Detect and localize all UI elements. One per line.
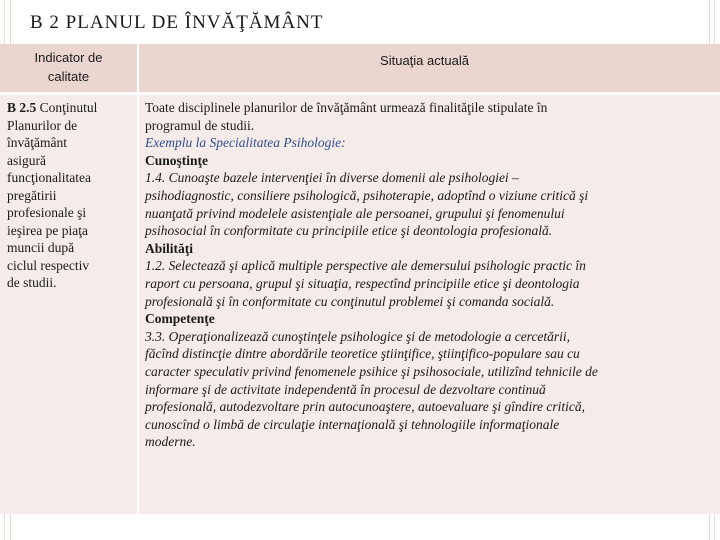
slide-title: B 2 PLANUL DE ÎNVĂŢĂMÂNT <box>30 12 324 33</box>
knowledge-line: nuanţată privind modelele asistenţiale ale persoanei, grupului şi fenomenului <box>145 205 565 221</box>
indicator-text: Conţinutul <box>36 100 98 115</box>
abilities-line: raport cu persoana, grupul şi situaţia, respectînd principiile etice şi deontologia <box>145 275 580 291</box>
abilities-heading: Abilităţi <box>145 240 194 256</box>
indicator-line: pregătirii <box>7 187 57 203</box>
indicator-line <box>7 99 135 117</box>
indicator-code: B 2.5 <box>7 100 37 115</box>
indicator-line: învăţământ <box>7 135 67 150</box>
competences-line: profesională, autodezvoltare prin autocunoaştere, autoevaluare şi gîndire critică, <box>145 399 585 415</box>
quality-table <box>0 44 720 514</box>
abilities-line: 1.2. Selectează şi aplică multiple perspective ale demersului psihologic practic în <box>145 258 586 274</box>
indicator-cell <box>7 99 135 292</box>
indicator-line: ciclul respectiv <box>7 257 90 273</box>
competences-line: moderne. <box>145 434 196 450</box>
indicator-line: ieşirea pe piaţa <box>7 222 88 238</box>
header-indicator <box>0 44 137 92</box>
knowledge-line: psihodiagnostic, consiliere psihologică, psihoterapie, adoptînd o viziune critică şi <box>145 187 589 203</box>
intro-line: programul de studii. <box>145 117 255 133</box>
competences-line: 3.3. Operaţionalizează cunoştinţele psihologice şi de metodologie a cercetării, <box>145 328 571 344</box>
table-row <box>0 95 720 514</box>
table-header-row <box>0 44 720 92</box>
competences-heading: Competenţe <box>145 311 215 327</box>
competences-line: informare şi de activitate independentă în procesul de dezvoltare continuă <box>145 381 546 397</box>
indicator-line: profesionale şi <box>7 205 87 220</box>
knowledge-heading: Cunoştinţe <box>145 152 209 168</box>
competences-line: caracter speculativ privind fenomenele psihice şi psihosociale, utilizînd tehnicile de <box>145 363 598 379</box>
header-indicator-line-2: calitate <box>47 69 90 84</box>
indicator-line: asigură <box>7 152 46 168</box>
header-current-situation: Situaţia actuală <box>380 53 469 68</box>
example-heading: Exemplu la Specialitatea Psihologie: <box>145 135 346 151</box>
situation-cell <box>145 99 715 451</box>
intro-line: Toate disciplinele planurilor de învăţământ urmează finalităţile stipulate în <box>145 100 548 115</box>
indicator-line: de studii. <box>7 275 57 290</box>
knowledge-line: 1.4. Cunoaşte bazele intervenţiei în diverse domenii ale psihologiei – <box>145 170 519 186</box>
indicator-line: muncii după <box>7 240 75 255</box>
abilities-line: profesională şi în conformitate cu conţinutul problemei şi comanda socială. <box>145 293 555 309</box>
indicator-line: funcţionalitatea <box>7 170 91 185</box>
competences-line: cunoscînd o limbă de circulaţie internaţională şi tehnologiile informaţionale <box>145 416 560 432</box>
indicator-line: Planurilor de <box>7 117 78 133</box>
column-divider <box>137 44 139 514</box>
header-indicator-line-1: Indicator de <box>34 50 103 65</box>
knowledge-line: psihosocial în conformitate cu principiile etice şi deontologia profesională. <box>145 223 553 239</box>
competences-line: făcînd distincţie dintre abordările teoretice ştiinţifice, ştiinţifico-populare sau cu <box>145 346 580 362</box>
